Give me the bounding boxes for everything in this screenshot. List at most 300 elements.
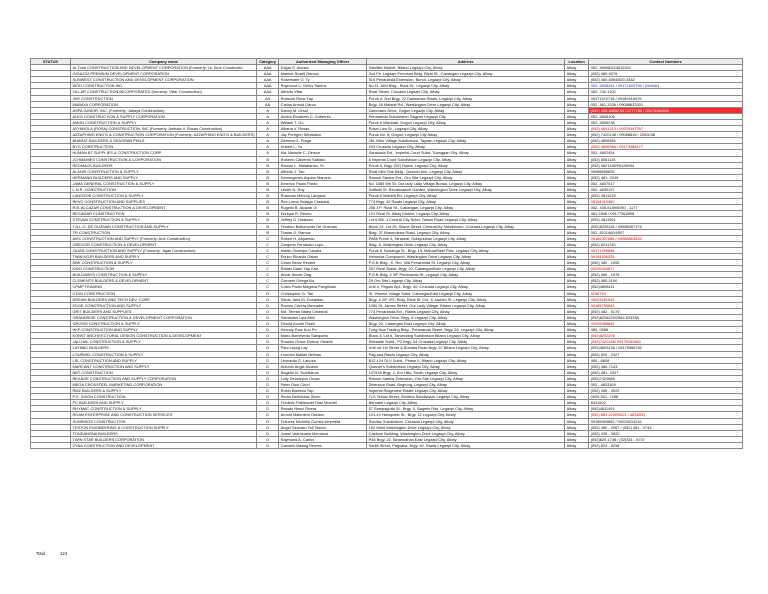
cell-contact-numbers: 09088656626 [589,168,743,174]
table-row [31,412,743,418]
cell-category: B [257,168,279,174]
cell-address: P888 Purok 4, Taraseal, Gulayduban Legazpi City, Albay [367,235,565,241]
cell-address: Purok 6, Bonanga St., Brgy. 15, MabuaSteel Psts. Legazpi City, Albay [367,247,565,253]
cell-location: Albay [565,95,589,101]
cell-contact-numbers: 480- 0986 [589,327,743,333]
cell-address: 2nd Flr. Legazpi Premium Bldg. Rizal St., Cabangan Legazpi City, Albay [367,71,565,77]
cell-managing-officer: Carmelo Bassig Recree [279,442,367,448]
cell-address: Rosal Liza St., Legazpi City, Albay [367,126,565,132]
cell-contact-numbers: (052) 8061118 [589,156,743,162]
cell-category: A [257,126,279,132]
header-location: Location [565,59,589,65]
cell-address: 107918 Brgy. 2, Em Hills, South Legazpi City, Albay [367,369,565,375]
cell-category: D [257,381,279,387]
header-company-name: Company name [71,59,257,65]
cell-address: Sunrise Subdivision, Cruzada Legazpi City, Albay [367,418,565,424]
cell-company-name: SUNRIDGE CONSTRUCTION [71,418,257,424]
cell-category: B [257,186,279,192]
cell-contact-numbers: 052- 742-1102 [589,89,743,95]
cell-contact-numbers: 480 - 6608 [589,357,743,363]
cell-managing-officer: Leonardo S. Lanuza [279,357,367,363]
cell-company-name: RECAMAR CONSTRUCTION [71,211,257,217]
cell-address: Hermosa Compound, Washington Drive Legazpi City, Albay [367,254,565,260]
cell-category: D [257,375,279,381]
cell-address: Purok 4, 2nd Brgy. 22 Dakbanwa Rawis, Legazpi City, Albay [367,95,565,101]
table-row [31,126,743,132]
cell-address: Saratoma Ext., Imperial Court Subd. Tuanggan City, Albay [367,150,565,156]
cell-contact-numbers: 09185959802 / 09229434216 [589,418,743,424]
cell-company-name: MEGA CROSSTEEL MARKETING CORPORATION [71,381,257,387]
cell-address: Satellite Market, Bitano Legazpi City, Albay [367,65,565,71]
cell-category: D [257,302,279,308]
cell-location: Albay [565,132,589,138]
cell-company-name: AYYANOLA (ROSA) CONSTRUCTION, INC.(Formerly: Ambala V. Rosas Construction) [71,126,257,132]
cell-managing-officer: Paul Layug Lay [279,345,367,351]
cell-category: D [257,400,279,406]
cell-company-name: HERMANN BUILDERS AND SUPPLY [71,174,257,180]
cell-location: Albay [565,363,589,369]
cell-category: A [257,113,279,119]
cell-address: Purok 5, Brgy. (52) Rawis, Legazpi City, Albay [367,162,565,168]
cell-location: Albay [565,205,589,211]
table-row [31,436,743,442]
cell-managing-officer: Ramon Cerera Mercader [279,302,367,308]
cell-contact-numbers: 052- 481-3336 / 09088633301 [589,101,743,107]
cell-category: B [257,211,279,217]
cell-managing-officer: Pedro Bertolotas Sixon [279,394,367,400]
cell-managing-officer: Lourdes Mallari Belinas [279,351,367,357]
cell-managing-officer: Rogelio B. Alcazar Jr. [279,205,367,211]
cell-contact-numbers: 09185755643 [589,302,743,308]
cell-location: Albay [565,247,589,253]
cell-address: No. 1085 5th St. Our lady Lady Village Bonao, Legazpi City, Albay [367,180,565,186]
cell-company-name: RKVC CONSTRUCTION AND SUPPLIES [71,199,257,205]
cell-company-name: GRANDRISE CONSTRUCTION & DEVELOPMENT CORPORATION [71,314,257,320]
cell-company-name: KWO CONSTRUCTION [71,266,257,272]
contractor-table [30,58,743,449]
cell-company-name: LAYMAC BUILDERS [71,345,257,351]
cell-location: Albay [565,193,589,199]
cell-contact-numbers: (052) 4811061 [589,217,743,223]
total-value: 124 [60,551,68,556]
cell-managing-officer: Clement Ortega Ilio [279,278,367,284]
cell-location: Albay [565,65,589,71]
cell-company-name: GREGOR CONSTRUCTION & DEVELOPMENT [71,241,257,247]
cell-contact-numbers: 09164310460 [589,199,743,205]
cell-address: 1050 St. James Street, Our Lady Village, Bitano Legazpi City, Albay [367,302,565,308]
cell-address: 101-10 Hamquest St., Brgy. 12 Legazpi City, Albay [367,412,565,418]
cell-category: A [257,144,279,150]
cell-contact-numbers: (052) 480 - 1955 [589,260,743,266]
cell-location: Albay [565,260,589,266]
cell-contact-numbers: (052)4808411 [589,284,743,290]
cell-location: Albay [565,339,589,345]
cell-address: Ramon Santos Extension, Oro Site Legazpi City, Albay [367,375,565,381]
cell-location: Albay [565,168,589,174]
cell-location: Albay [565,327,589,333]
cell-category: D [257,345,279,351]
cell-category: D [257,418,279,424]
cell-contact-numbers: (052) 8211740 [589,241,743,247]
cell-managing-officer: Maribel Rosell Ramos [279,71,367,77]
cell-category: D [257,308,279,314]
cell-status [31,442,71,448]
cell-company-name: ALEG CONSTRUCTION & SUPPLY CORPORATION [71,113,257,119]
cell-managing-officer: Mario Bomevedo Sanqueta [279,333,367,339]
cell-location: Albay [565,89,589,95]
cell-contact-numbers: (052) 4806966 / 09173588177 [589,144,743,150]
cell-contact-numbers: 481-2848 / 09177062898 [589,211,743,217]
cell-company-name: CTAN CONSTRUCTION [71,290,257,296]
cell-category: D [257,363,279,369]
cell-contact-numbers: (052)7420580 [589,375,743,381]
cell-company-name: MARCANT CONSTRUCTION AND SUPPLY [71,363,257,369]
cell-contact-numbers: (052) 881 2292/0621 / 4834831 [589,412,743,418]
cell-contact-numbers: 052- 4802454 [589,150,743,156]
cell-address: 29 Oro Site Legazpi City, Albay [367,278,565,284]
cell-company-name: GROSSI CONSTRUCTION & SUPPLY [71,321,257,327]
cell-company-name: TONDANGNA BUILDERS [71,430,257,436]
cell-company-name: ASPA JUNIOR, INC. (Formerly: Jabaya Construction) [71,107,257,113]
cell-contact-numbers: 052- 4805238 [589,119,743,125]
header-status: STATUS [31,59,71,65]
table-row [31,205,743,211]
cell-location: Albay [565,375,589,381]
cell-location: Albay [565,290,589,296]
cell-location: Albay [565,211,589,217]
cell-managing-officer: Edgar S. Acosta [279,65,367,71]
cell-company-name: GIGAZZA PREMIUM DEVELOPMENT CORPORATION [71,71,257,77]
cell-category: D [257,321,279,327]
cell-location: Albay [565,138,589,144]
cell-location: Albay [565,113,589,119]
cell-company-name: DREAM BUILDERS AND TECH DEV. CORP. [71,296,257,302]
cell-company-name: CLEMENTS BUILDERS & DEVELOPMENT [71,278,257,284]
cell-managing-officer: Tomas G. Ramos [279,229,367,235]
cell-managing-officer: Raymund C. Delos Santos [279,83,367,89]
cell-company-name: BYG CONSTRUCTION [71,144,257,150]
cell-managing-officer: Cesar Beniz Reobel [279,260,367,266]
cell-company-name: TWIN STAR BUILDERS CORPORATION [71,436,257,442]
cell-address: Tung Hua Trading Bldg., Penaranda Street, Brgy. 26, Legazpi City, Albay [367,327,565,333]
cell-company-name: BUILDWAYS CONSTRUCTION & SUPPLY [71,272,257,278]
cell-category: D [257,333,279,339]
cell-location: Albay [565,333,589,339]
cell-contact-numbers: (052) 480-8886/09172277788 / 09178080026 [589,107,743,113]
cell-company-name: HKP CONSTRUCTION AND SUPPLY [71,327,257,333]
cell-location: Albay [565,150,589,156]
cell-contact-numbers: 4255754 [589,290,743,296]
cell-contact-numbers: (052) 481- 3249 [589,174,743,180]
cell-company-name: R.B. ALCAZAR CONSTRUCTION & DEVELOPMENT [71,205,257,211]
cell-managing-officer: Ma. Melanie C. Dinson [279,150,367,156]
cell-contact-numbers: (052) 480-6064/820-3342 [589,77,743,83]
cell-contact-numbers: (052) 480 - 2067 / (052) 481 - 0743 [589,424,743,430]
cell-category: B [257,217,279,223]
cell-managing-officer: Ma. Teresa Nidea Cristobal [279,308,367,314]
cell-category: D [257,351,279,357]
cell-address: 515 Penaranda Extension, Bonot, Legazpi City, Albay [367,77,565,83]
cell-address: Diversion Road, Bogtong, Legazpi City, Albay [367,381,565,387]
header-address: Address [367,59,565,65]
cell-address: 71S Yellow Street, Buntina Subdivision Legazpi City, Albay [367,394,565,400]
total-label: Total [36,551,45,556]
cell-managing-officer: Carlos Arnold Llarca [279,101,367,107]
cell-category: B [257,199,279,205]
cell-category: D [257,296,279,302]
cell-company-name: KONST ARCHITECTURAL DESIGN CONSTRUCTION & DEVELOPMENT [71,333,257,339]
cell-location: Albay [565,174,589,180]
table-body [31,65,743,449]
cell-location: Albay [565,107,589,113]
cell-category: C [257,284,279,290]
cell-address: P48 Brgy. 22, Binanuahan East Legazpi City, Albay [367,436,565,442]
cell-contact-numbers: 052- 435-6189/5050 - 1177 [589,205,743,211]
cell-managing-officer: Rosevan Mercoy Langsos [279,193,367,199]
cell-category: D [257,339,279,345]
cell-managing-officer: Roberto Calvento Sabado [279,156,367,162]
cell-category: A [257,107,279,113]
cell-location: Albay [565,101,589,107]
cell-category: C [257,254,279,260]
cell-location: Albay [565,229,589,235]
cell-location: Albay [565,412,589,418]
cell-contact-numbers: 09171572716 / 09189418476 [589,95,743,101]
cell-managing-officer: Christopher G. Tan [279,290,367,296]
cell-contact-numbers: (052)8202206 [589,333,743,339]
cell-company-name: AVIC CONSTRUCTION AND SUPPLY (Formerly: Avic Construction) [71,235,257,241]
cell-location: Albay [565,284,589,290]
cell-address: Washington Drive, Brgy. 8 Legazpi City, Albay [367,314,565,320]
cell-managing-officer: Rafael Dator Yap Kiwi [279,266,367,272]
cell-company-name: CPMP TRADING [71,284,257,290]
cell-contact-numbers: (052) 280 - 4922 [589,388,743,394]
cell-address: 162 West Washington Drive Legazpi City, Albay [367,424,565,430]
cell-company-name: NBT CONSTRUCTION [71,369,257,375]
cell-address: Quezon's Subdivision Legazpi City, Albay [367,363,565,369]
cell-managing-officer: Rolando Rene Yap [279,95,367,101]
cell-managing-officer: Jomel Valenzuela Mendoza [279,430,367,436]
table-row [31,424,743,430]
cell-location: Albay [565,71,589,77]
cell-location: Albay [565,418,589,424]
cell-location: Albay [565,369,589,375]
cell-contact-numbers: 052- 4808106 [589,113,743,119]
cell-address: 203 Cruzada Legazpi City, Albay [367,144,565,150]
total-line [36,551,81,556]
cell-managing-officer: Ramon L. Malabanan, Sr. [279,162,367,168]
cell-address: 8 Imperial Court Subdivision Legazpi City, Albay [367,156,565,162]
cell-contact-numbers: (052) 4821196/09128954 [589,162,743,168]
cell-managing-officer: Rex Lorna Hidalgo Cristobal [279,199,367,205]
cell-company-name: BHARAT BUILDERS & SEAGRAB PHILS. [71,138,257,144]
cell-contact-numbers: (052) 435 - 3920 [589,430,743,436]
cell-company-name: LANGSOS CONSTRUCTION & SUPPLY [71,193,257,199]
cell-company-name: RHYMAC CONSTRUCTION & SUPPLY [71,406,257,412]
cell-managing-officer: Enrico Ricardo Gatan [279,254,367,260]
cell-category: D [257,369,279,375]
cell-contact-numbers: 09171396646 [589,247,743,253]
cell-managing-officer: Enrique R. Reneo [279,211,367,217]
cell-address: 121 Rizal St. Albay District, Legazpi City, Albay [367,211,565,217]
cell-category: D [257,424,279,430]
cell-category: A [257,119,279,125]
cell-location: Albay [565,223,589,229]
cell-category: A [257,150,279,156]
header-category: Category [257,59,279,65]
cell-address: Brgy. 16 Mabinit Rd., Washington Drive Legazpi City, Albay [367,101,565,107]
cell-address: Bldg. 37 Brasrudinwi Road, Legazpi City, Albay [367,229,565,235]
cell-category: C [257,260,279,266]
cell-contact-numbers: (052) 482 - 5179 [589,308,743,314]
cell-company-name: L.N.R. CONSTRUCTION [71,186,257,192]
cell-category: A [257,132,279,138]
cell-address: No.11 J&M Bldg., Rizal St., Legazpi City, Albay [367,83,565,89]
cell-location: Albay [565,424,589,430]
cell-category: B [257,193,279,199]
cell-location: Albay [565,302,589,308]
cell-company-name: T.A.L.O. DE GUZMAN CONSTRUCTION AND SUPPLY [71,223,257,229]
cell-location: Albay [565,388,589,394]
cell-contact-numbers: 0926-521- 7286 [589,394,743,400]
cell-category: B [257,229,279,235]
cell-address: Bldg. 6, Washington Drive Legazpi City, Albay [367,241,565,247]
cell-managing-officer: Alfredo Villar [279,89,367,95]
cell-contact-numbers: (052) 481- 4337 [589,369,743,375]
cell-location: Albay [565,126,589,132]
cell-category: B [257,174,279,180]
cell-address: Brgy. 4 2/F JPC Bldg. Rizal St. Cor. K.Jacinto St. Legazpi City, Albay [367,296,565,302]
cell-contact-numbers: 052- 4807017 [589,180,743,186]
cell-address: Daffodil St. Renaissance Garden, Washington Drive Legazpi City, Albay [367,186,565,192]
cell-company-name: MABAYA CORPORATION [71,101,257,107]
cell-category: C [257,235,279,241]
cell-address: Purok 6 Mabinit Rd, Legazpi City, Albay [367,193,565,199]
cell-contact-numbers: 09209344677 [589,266,743,272]
cell-contact-numbers: (052) 480-9276 [589,71,743,77]
cell-location: Albay [565,186,589,192]
cell-contact-numbers: (052)8205118 / 09088057175 [589,223,743,229]
cell-location: Albay [565,119,589,125]
cell-managing-officer: Renato Nesci Rivera [279,406,367,412]
cell-contact-numbers: 052- 4830157 [589,186,743,192]
cell-company-name: REXAGE CONSTRUCTION AND SUPPLY CORPORATION [71,375,257,381]
cell-company-name: STEVAN CONSTRUCTION & SUPPLY [71,217,257,223]
table-row [31,442,743,448]
cell-address: Pag-asa Rawis Legazpi City, Albay [367,351,565,357]
cell-company-name: JAU-HAL CONSTRUCTION & SUPPLY [71,339,257,345]
cell-category: D [257,290,279,296]
cell-address: Zamorano Drive, Gogon Legazpi City, Albay [367,107,565,113]
cell-company-name: REDMACK BUILDERS [71,162,257,168]
cell-address: Ramon Santos Ext., Oro Site Legazpi City, Albay [367,174,565,180]
cell-location: Albay [565,345,589,351]
cell-address: Bernabe Legazpi City, Albay [367,400,565,406]
cell-address: Rizal Street, Cruzada Legazpi City, Albay [367,89,565,95]
table-row [31,314,743,320]
cell-company-name: TESTON ENGINEERING & CONSTRUCTION SUPPLY [71,424,257,430]
cell-managing-officer: Jay Peregrin Sebastian [279,132,367,138]
cell-managing-officer: Jeffrey D. Dealaan [279,217,367,223]
cell-managing-officer: Annie Nicole Ong [279,272,367,278]
cell-contact-numbers: (052)4803138 / 09179566782 [589,345,743,351]
cell-address: Brgy. 20, Cabangan East Legazpi City, Albay [367,321,565,327]
cell-managing-officer: Gregorio Fernando Lopo [279,241,367,247]
cell-company-name: TWIN KGJR BUILDERS AND SUPPLY [71,254,257,260]
cell-managing-officer: Nogelio N. Tuorillanos [279,369,367,375]
cell-company-name: LOURMEL CONSTRUCTION & SUPPLY [71,351,257,357]
cell-category: D [257,394,279,400]
table-row [31,107,743,113]
header-managing-officer: Authorized Managing Officer [279,59,367,65]
cell-address: P.G.B Bldg., K. Rm. 308 Penaranda St. Legazpi City, Albay [367,260,565,266]
table-row [31,223,743,229]
cell-contact-numbers: (052) 480 - 1578 [589,272,743,278]
cell-address: Unit 4, Paguio Apt., Brgy. 40, Cruzada Legazpi City, Albay [367,284,565,290]
cell-address: 257 Rizal Street, Brgy. 20, CabanganKwin Legazpi City, Albay [367,266,565,272]
cell-contact-numbers: 052- 4800820/4815342 [589,65,743,71]
cell-location: Albay [565,77,589,83]
cell-managing-officer: William T. Go [279,119,367,125]
table-row [31,339,743,345]
cell-managing-officer: Raymond A. Carlos [279,436,367,442]
cell-location: Albay [565,296,589,302]
cell-company-name: JCHMANIES CONSTRUCTION & CORPORATION [71,156,257,162]
cell-company-name: VILLAR CONSTRUCTION INCORPORATED (formerly: Villar Construction) [71,89,257,95]
cell-company-name: WOD CONSTRUCTION INC. [71,83,257,89]
cell-company-name: Ar-Tone CONSTRUCTION AND DEVELOPMENT CORPORATION (Formerly: Le-Tone Constructio [71,65,257,71]
cell-category: C [257,278,279,284]
cell-location: Albay [565,241,589,247]
cell-company-name: LSL CONSTRUCTION AND SUPPLY [71,357,257,363]
cell-category: D [257,436,279,442]
cell-managing-officer: Lester N. Roy [279,186,367,192]
cell-category: AA [257,95,279,101]
cell-company-name: JMY CONSTRUCTION [71,95,257,101]
header-contact-numbers: Contact Numbers [589,59,743,65]
cell-contact-numbers: 09209388849 [589,321,743,327]
cell-address: Block 3, Lot 6, Tanchuling Subdivision Bitano Legazpi City, Albay [367,333,565,339]
cell-contact-numbers: (052) 820 - 2327 [589,351,743,357]
cell-address: Purok No. 5, Gogon, Legazpi City Albay [367,132,565,138]
cell-location: Albay [565,217,589,223]
cell-address: 258 J.P. Rizal St., Cabangan, Legazpi City, Albay [367,205,565,211]
table-row [31,132,743,138]
cell-managing-officer: Alfredo J. Tan [279,168,367,174]
cell-category: B [257,223,279,229]
cell-managing-officer: Robin Barreda Yap [279,388,367,394]
cell-contact-numbers: 052- 4808441 / 09171609796 / (Mobile) [589,83,743,89]
cell-address: Imperial Ridgeview Estate Legazpi City, Albay [367,388,565,394]
cell-category: B [257,180,279,186]
cell-managing-officer: Costo Padio Magana Pangilinan [279,284,367,290]
cell-contact-numbers: (052) 4811225 [589,193,743,199]
cell-company-name: AMGD CONSTRUCTION & SUPPLY [71,119,257,125]
cell-location: Albay [565,357,589,363]
cell-location: Albay [565,156,589,162]
cell-contact-numbers: 052- 8211460/4507 [589,229,743,235]
cell-contact-numbers: (052) 480-7143 [589,363,743,369]
cell-address: Lot 6 Blk. 1 Central City Subd. Taisan Road Legazpi City, Albay [367,217,565,223]
cell-managing-officer: Albana V. Rosas [279,126,367,132]
cell-address: Purok 6 Mabinab, Gogon Legazpi City, Albay [367,119,565,125]
cell-managing-officer: Rosemarie O. Ty [279,77,367,83]
cell-company-name: P.G. SIXON CONSTRUCTION [71,394,257,400]
cell-company-name: GRIT BUILDERS AND SUPPLIES [71,308,257,314]
cell-managing-officer: Teodoro Bellomonte De Guzman [279,223,367,229]
cell-category: AAA [257,71,279,77]
cell-company-name: ROAM ENTERPRISE AND CONSTRUCTION SERVICES [71,412,257,418]
